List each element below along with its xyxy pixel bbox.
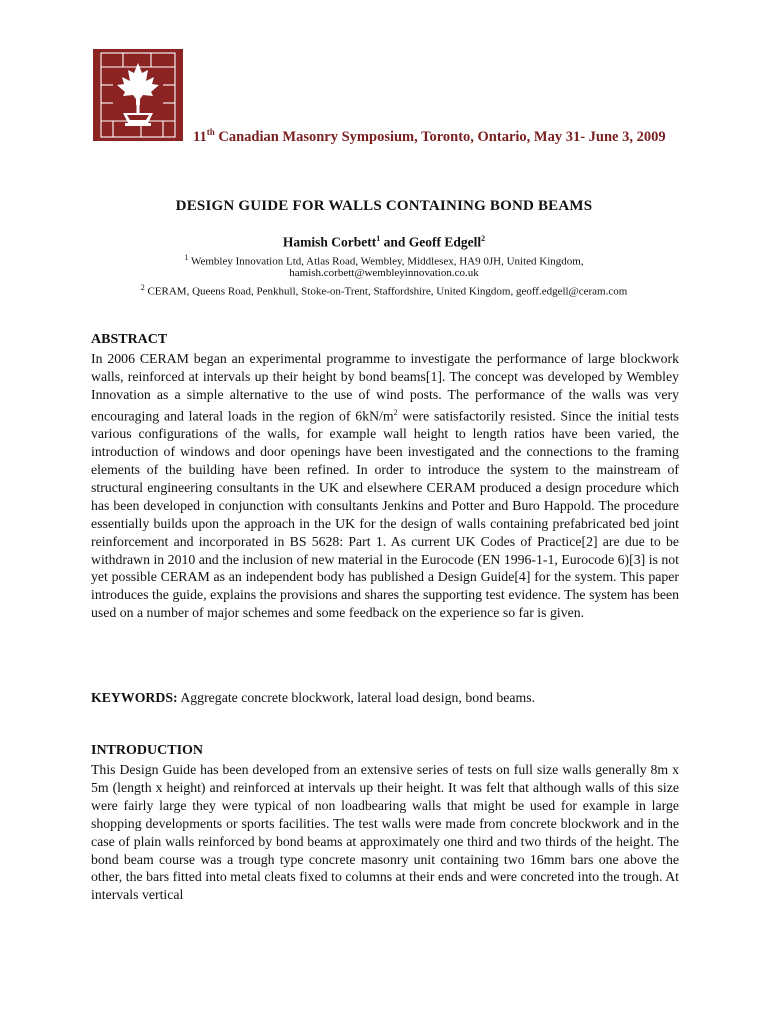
abstract-body	[91, 350, 679, 622]
author1-name: Hamish Corbett	[282, 234, 377, 250]
introduction-heading: INTRODUCTION	[91, 743, 204, 758]
abstract-sup: 2	[393, 407, 398, 417]
introduction-body: This Design Guide has been developed from an extensive series of tests on full size walls generally 8m x 5m (length x height) and reinforced at intervals up their height. It was felt that although walls of this size were fairly large they were typical of non loadbearing walls that might be used for example in large shopping developments or sports facilities. The test walls were made from concrete blockwork and in the case of plain walls reinforced by bond beams at approximately one third and two thirds of the height. The bond beam course was a trough type concrete masonry unit containing two 16mm bars one above the other, the bars fitted into metal cleats fixed to columns at their ends and were concreted into the trough. At intervals vertical	[91, 762, 679, 903]
affiliation1-sup: 1	[184, 253, 189, 262]
affiliation-2	[0, 281, 768, 299]
paper-title: DESIGN GUIDE FOR WALLS CONTAINING BOND BEAMS	[175, 198, 593, 214]
author-line	[0, 234, 768, 251]
conference-header	[193, 127, 666, 146]
abstract-text-2: were satisfactorily resisted. Since the initial tests various configurations of the walls, for example wall height to length ratios have been varied, the introduction of windows and door openings have been investigated and the connections to the framing elements of the building have been refined. In order to introduce the system to the mainstream of structural engineering consultants in the UK and elsewhere CERAM produced a design procedure which has been developed in conjunction with consultants Jenkins and Potter and Buro Happold. The procedure essentially builds upon the approach in the UK for the design of walls containing prefabricated bed joint reinforcement and incorporated in BS 5628: Part 1. As current UK Codes of Practice[2] are due to be withdrawn in 2010 and the inclusion of new material in the Eurocode (EN 1996-1-1, Eurocode 6)[3] is not yet possible CERAM as an independent body has published a Design Guide[4] for the system. This paper introduces the guide, explains the provisions and shares the supporting test evidence. The system has been used on a number of major schemes and some feedback on the experience so far is given.	[91, 408, 679, 621]
keywords-text: Aggregate concrete blockwork, lateral load design, bond beams.	[177, 690, 536, 705]
author2-sup: 2	[481, 234, 486, 243]
affiliation2-text: CERAM, Queens Road, Penkhull, Stoke-on-Trent, Staffordshire, United Kingdom, geoff.edgell@ceram.com	[144, 285, 628, 298]
conference-text: Canadian Masonry Symposium, Toronto, Ontario, May 31- June 3, 2009	[214, 128, 666, 145]
conference-ordinal: 11	[193, 128, 207, 145]
author2-name: and Geoff Edgell	[380, 234, 482, 250]
symposium-logo	[93, 49, 183, 141]
abstract-heading: ABSTRACT	[91, 332, 168, 347]
conference-ordinal-suffix: th	[206, 127, 215, 137]
affiliation1-text: Wembley Innovation Ltd, Atlas Road, Wembley, Middlesex, HA9 0JH, United Kingdom,	[188, 255, 584, 268]
affiliation2-sup: 2	[140, 283, 145, 292]
abstract-text-1: In 2006 CERAM began an experimental programme to investigate the performance of large blockwork walls, reinforced at intervals up their height by bond beams[1]. The concept was developed by Wembley Innovation as a simple alternative to the use of wind posts. The performance of the walls was very encouraging and lateral loads in the region of 6kN/m	[91, 351, 679, 424]
affiliation-1-email: hamish.corbett@wembleyinnovation.co.uk	[289, 267, 479, 279]
author1-sup: 1	[376, 234, 381, 243]
keywords-label: KEYWORDS:	[91, 690, 178, 705]
keywords-line	[91, 690, 535, 706]
